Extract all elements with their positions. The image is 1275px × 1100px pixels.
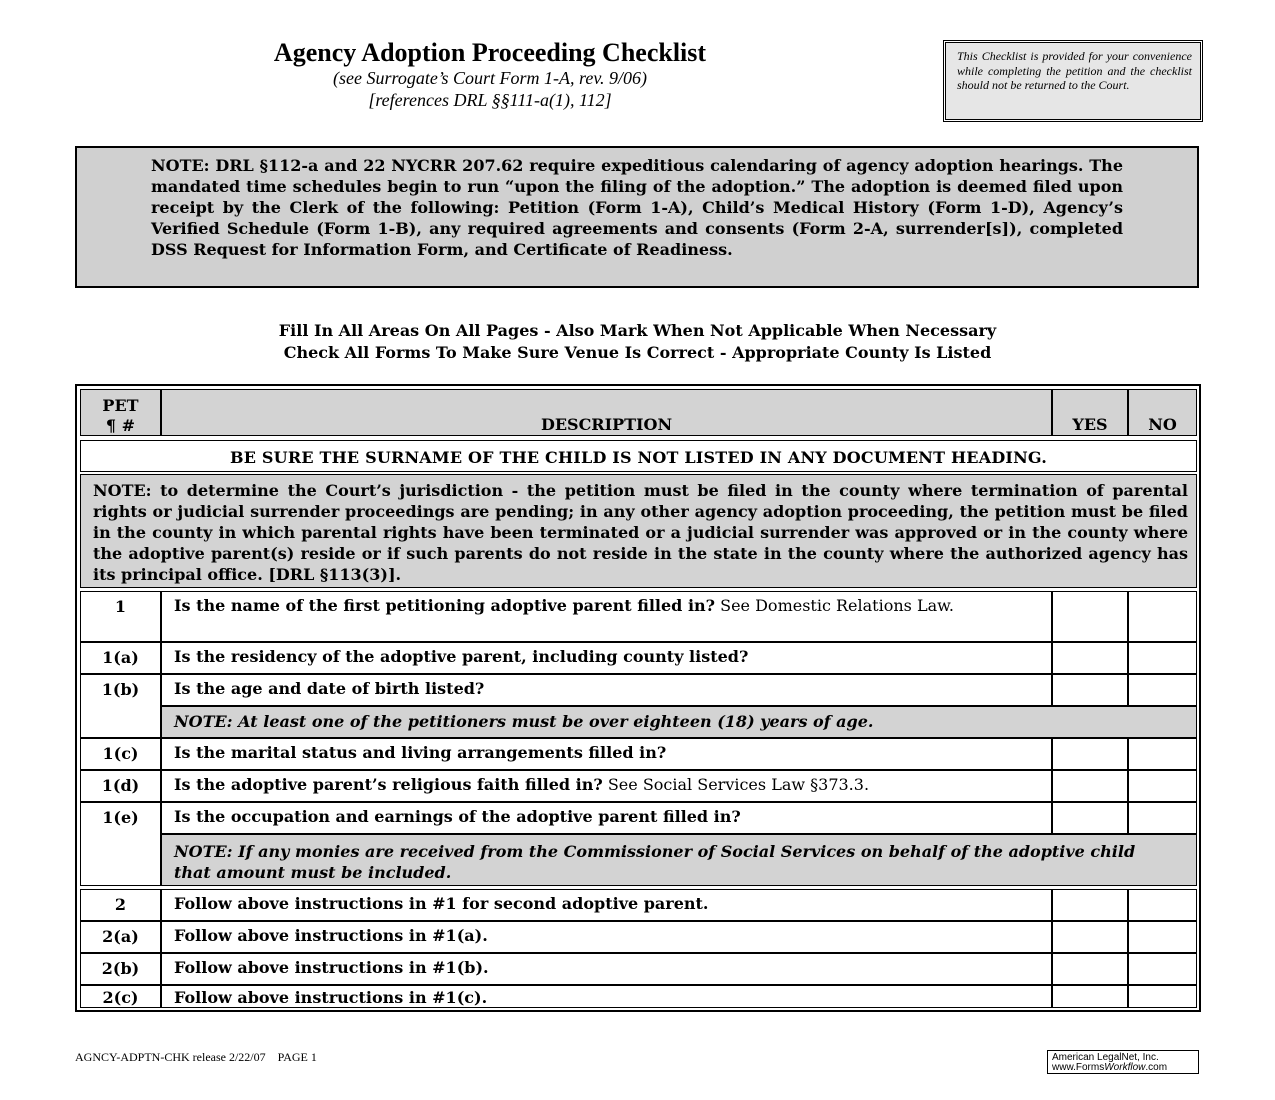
no-checkbox[interactable] bbox=[1128, 642, 1197, 674]
no-checkbox[interactable] bbox=[1128, 738, 1197, 770]
pet-number: 1 bbox=[80, 591, 161, 642]
header-paragraph-label: ¶ # bbox=[105, 416, 136, 435]
form-reference: (see Surrogate’s Court Form 1-A, rev. 9/06) bbox=[333, 68, 647, 88]
yes-checkbox[interactable] bbox=[1052, 642, 1128, 674]
yes-checkbox[interactable] bbox=[1052, 889, 1128, 921]
pet-number: 1(a) bbox=[80, 642, 161, 674]
question-cell bbox=[161, 889, 1052, 921]
no-checkbox[interactable] bbox=[1128, 591, 1197, 642]
question-text: Is the residency of the adoptive parent, including county listed? bbox=[174, 647, 749, 666]
question-cell bbox=[161, 591, 1052, 642]
header-pet-label: PET bbox=[102, 396, 139, 415]
no-checkbox[interactable] bbox=[1128, 985, 1197, 1008]
question-text: Is the marital status and living arrangements filled in? bbox=[174, 743, 667, 762]
yes-checkbox[interactable] bbox=[1052, 921, 1128, 953]
footer-release: AGNCY-ADPTN-CHK release 2/22/07 PAGE 1 bbox=[75, 1050, 317, 1064]
pet-number: 1(d) bbox=[80, 770, 161, 802]
pet-number: 1(e) bbox=[80, 802, 161, 886]
no-checkbox[interactable] bbox=[1128, 802, 1197, 834]
question-reference: See Domestic Relations Law. bbox=[715, 596, 955, 615]
publisher-logo bbox=[1047, 1050, 1199, 1074]
yes-checkbox[interactable] bbox=[1052, 738, 1128, 770]
calendaring-note: NOTE: DRL §112-a and 22 NYCRR 207.62 require expeditious calendaring of agency adoption hearings. The mandated time schedules begin to run “upon the filing of the adoption.” The adoption is deemed filed upon receipt by the Clerk of the following: Petition (Form 1-A), Child’s Medical History (Form 1-D), Agency’s Verified Schedule (Form 1-B), any required agreements and consents (Form 2-A, surrender[s]), completed DSS Request for Information Form, and Certificate of Readiness. bbox=[75, 146, 1199, 288]
question-cell bbox=[161, 953, 1052, 985]
question-cell bbox=[161, 674, 1052, 706]
publisher-url bbox=[1052, 1063, 1198, 1073]
url-part: www.Forms bbox=[1052, 1062, 1105, 1073]
jurisdiction-note: NOTE: to determine the Court’s jurisdiction - the petition must be filed in the county where termination of parental rights or judicial surrender proceedings are pending; in any other agency adoption proceeding, the petition must be filed in the county in which parental rights have been terminated or a judicial surrender was approved or in the county where the adoptive parent(s) reside or if such parents do not reside in the state in the county where the authorized agency has its principal office. [DRL §113(3)]. bbox=[80, 474, 1197, 588]
question-cell bbox=[161, 921, 1052, 953]
monies-note: NOTE: If any monies are received from the Commissioner of Social Services on behalf of the adoptive child that amount must be included. bbox=[161, 834, 1197, 886]
question-cell bbox=[161, 802, 1052, 834]
pet-number: 2(c) bbox=[80, 985, 161, 1008]
instruction-line-1: Fill In All Areas On All Pages - Also Mark When Not Applicable When Necessary bbox=[278, 321, 997, 340]
header-pet-cell bbox=[80, 389, 161, 436]
header-yes: YES bbox=[1052, 389, 1128, 436]
no-checkbox[interactable] bbox=[1128, 770, 1197, 802]
pet-number: 2(b) bbox=[80, 953, 161, 985]
question-text: Follow above instructions in #1 for second adoptive parent. bbox=[174, 894, 709, 913]
page-title: Agency Adoption Proceeding Checklist bbox=[273, 38, 707, 67]
yes-checkbox[interactable] bbox=[1052, 770, 1128, 802]
no-checkbox[interactable] bbox=[1128, 889, 1197, 921]
checklist-table bbox=[75, 384, 1201, 1012]
question-text: Is the age and date of birth listed? bbox=[174, 679, 485, 698]
no-checkbox[interactable] bbox=[1128, 674, 1197, 706]
no-checkbox[interactable] bbox=[1128, 921, 1197, 953]
question-cell bbox=[161, 770, 1052, 802]
question-text: Follow above instructions in #1(b). bbox=[174, 958, 489, 977]
yes-checkbox[interactable] bbox=[1052, 953, 1128, 985]
question-text: Is the name of the first petitioning adoptive parent filled in? bbox=[174, 596, 716, 615]
pet-number: 2 bbox=[80, 889, 161, 921]
pet-number: 2(a) bbox=[80, 921, 161, 953]
surname-notice: BE SURE THE SURNAME OF THE CHILD IS NOT LISTED IN ANY DOCUMENT HEADING. bbox=[80, 440, 1197, 472]
no-checkbox[interactable] bbox=[1128, 953, 1197, 985]
url-part: .com bbox=[1145, 1062, 1168, 1073]
question-cell bbox=[161, 985, 1052, 1008]
convenience-note: This Checklist is provided for your convenience while completing the petition and the checklist should not be returned to the Court. bbox=[943, 40, 1203, 122]
question-cell bbox=[161, 738, 1052, 770]
question-cell bbox=[161, 642, 1052, 674]
age-requirement-note: NOTE: At least one of the petitioners must be over eighteen (18) years of age. bbox=[161, 706, 1197, 738]
publisher-name: American LegalNet, Inc. bbox=[1052, 1052, 1159, 1063]
pet-number: 1(b) bbox=[80, 674, 161, 738]
question-reference: See Social Services Law §373.3. bbox=[602, 775, 870, 794]
instruction-line-2: Check All Forms To Make Sure Venue Is Correct - Appropriate County Is Listed bbox=[283, 343, 992, 362]
law-reference: [references DRL §§111-a(1), 112] bbox=[368, 90, 612, 110]
url-part: Workflow bbox=[1104, 1062, 1146, 1073]
yes-checkbox[interactable] bbox=[1052, 674, 1128, 706]
header-description: DESCRIPTION bbox=[161, 389, 1052, 436]
question-text: Follow above instructions in #1(c). bbox=[174, 988, 488, 1007]
question-text: Follow above instructions in #1(a). bbox=[174, 926, 488, 945]
yes-checkbox[interactable] bbox=[1052, 802, 1128, 834]
pet-number: 1(c) bbox=[80, 738, 161, 770]
question-text: Is the occupation and earnings of the adoptive parent filled in? bbox=[174, 807, 741, 826]
header-no: NO bbox=[1128, 389, 1197, 436]
question-text: Is the adoptive parent’s religious faith filled in? bbox=[174, 775, 603, 794]
yes-checkbox[interactable] bbox=[1052, 591, 1128, 642]
yes-checkbox[interactable] bbox=[1052, 985, 1128, 1008]
